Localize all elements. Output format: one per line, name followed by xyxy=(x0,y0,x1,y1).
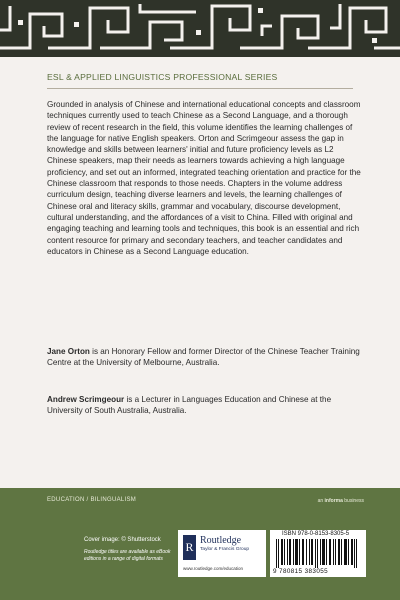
divider xyxy=(47,88,353,89)
publisher-group: Taylor & Francis Group xyxy=(200,547,250,552)
decorative-header-band xyxy=(0,0,400,57)
chinese-fret-pattern xyxy=(0,0,400,57)
book-description: Grounded in analysis of Chinese and international educational concepts and classroom techniques currently used to teach Chinese as a Second Language, and a thorough review of recent research in the field, this volume identifies the learning challenges of the language for native English speakers. Orton and Scrimgeour assess the gap in knowledge and skills between learners' initial and future proficiency levels as L2 Chinese speakers, map their needs as learners towards achieving a high language proficiency, and set out an informed, integrated teaching orientation and practice for the Chinese classroom that responds to those needs. Chapters in the volume address curriculum design, teaching diverse learners and levels, the learning challenges of Chinese oral and literacy skills, grammar and vocabulary, discourse development, cultural understanding, and the affordances of a visit to China. Filled with original and engaging teaching and learning tools and techniques, this book is an essential and rich content resource for primary and secondary teachers, and teacher candidates and educators in Chinese as a Second Language education. xyxy=(47,100,361,256)
cover-image-credit: Cover image: © Shutterstock xyxy=(84,537,161,543)
barcode-digits: 9 780815 383055 xyxy=(273,568,329,575)
informa-business-line xyxy=(318,498,364,504)
publisher-logo-box xyxy=(178,530,266,577)
barcode-box xyxy=(270,530,366,577)
publisher-name: Routledge xyxy=(200,535,242,546)
business-suffix: business xyxy=(342,498,364,504)
informa-brand: informa xyxy=(324,498,343,504)
publisher-website: www.routledge.com/education xyxy=(183,566,244,571)
author-bio-text: is a Lecturer in Languages Education and Chinese at the University of South Australia, Australia. xyxy=(47,395,332,416)
routledge-logo-icon xyxy=(183,535,196,560)
isbn: ISBN 978-0-8153-8305-5 xyxy=(282,531,350,537)
author-bio-orton xyxy=(47,346,365,369)
ebook-note: Routledge titles are available as eBook editions in a range of digital formats xyxy=(84,549,171,562)
business-prefix: an xyxy=(317,498,325,504)
author-bio-scrimgeour xyxy=(47,394,365,417)
author-name: Andrew Scrimgeour xyxy=(47,395,125,404)
subject-category: EDUCATION / BILINGUALISM xyxy=(47,497,137,503)
svg-text:R: R xyxy=(185,540,194,554)
author-name: Jane Orton xyxy=(47,347,90,356)
author-bio-text: is an Honorary Fellow and former Director of the Chinese Teacher Training Centre at the University of Melbourne, Australia. xyxy=(47,347,360,368)
series-title: ESL & APPLIED LINGUISTICS PROFESSIONAL SERIES xyxy=(47,72,278,82)
barcode-icon xyxy=(276,539,360,568)
